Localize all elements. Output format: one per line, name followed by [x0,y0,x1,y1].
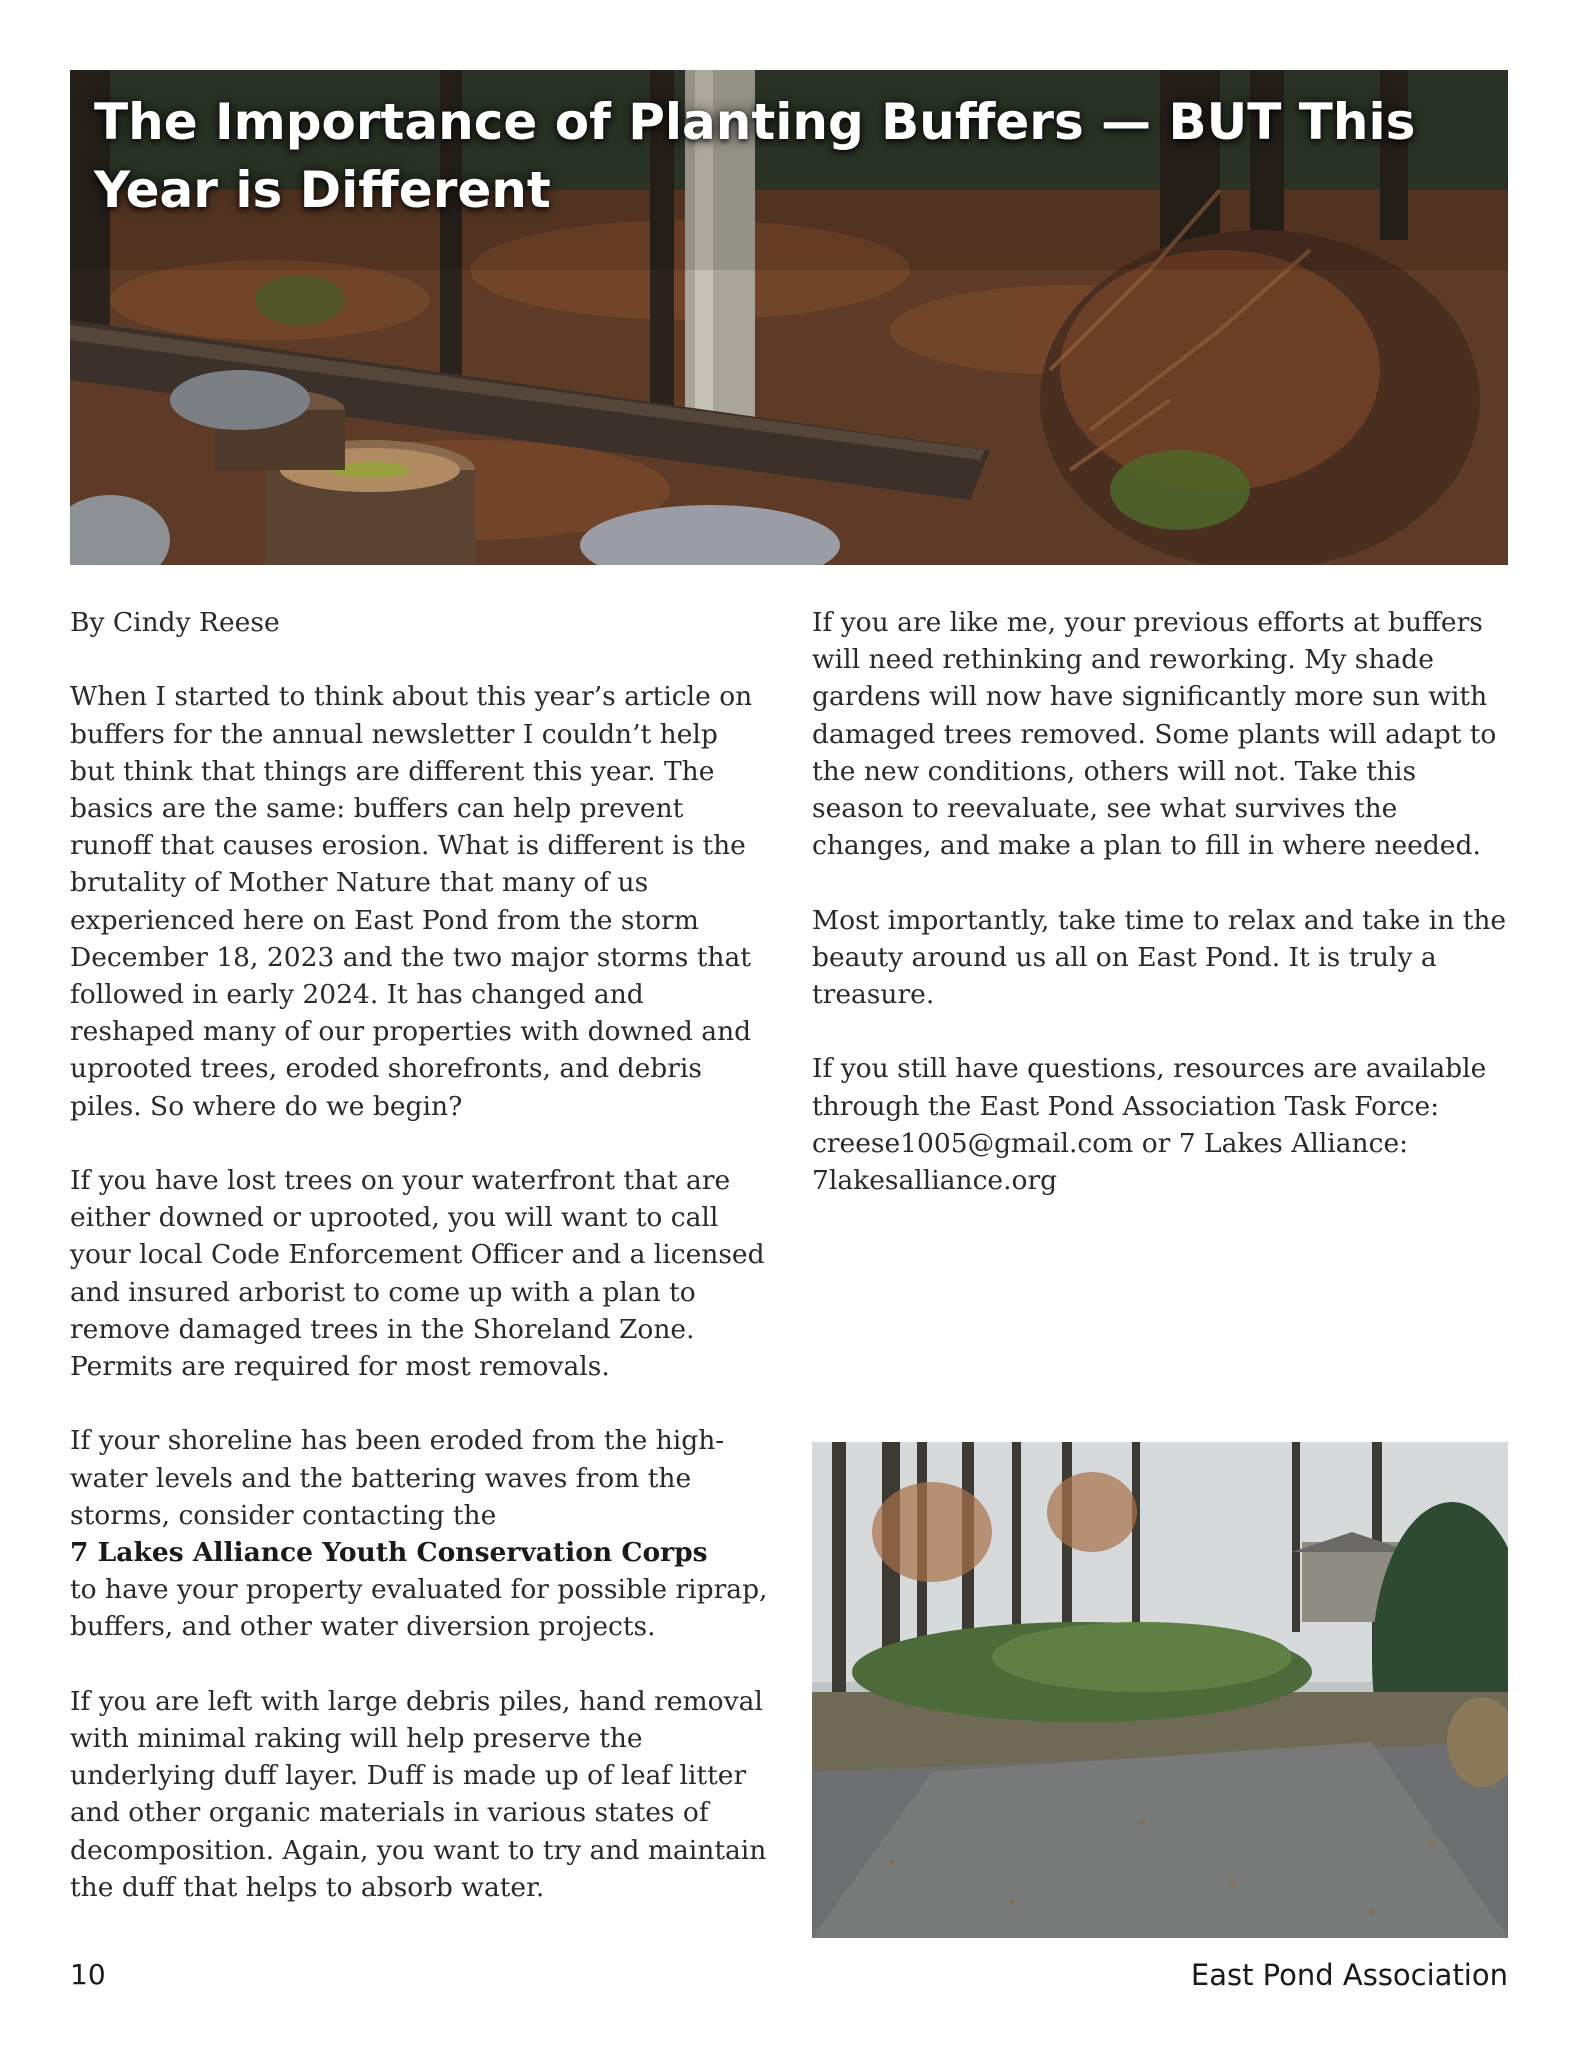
publication-name: East Pond Association [1190,1958,1508,1992]
article-column-right [812,604,1512,1236]
byline: By Cindy Reese [70,607,280,638]
article-title: The Importance of Planting Buffers — BUT This Year is Different [94,93,1416,219]
paragraph: If you have lost trees on your waterfront that are either downed or uprooted, you will want to call your local Code Enforcement Officer and a licensed and insured arborist to come up with a plan to remove damaged trees in the Shoreland Zone. Permits are required for most removals. [70,1165,765,1383]
hero-photo-storm-damaged-forest [70,70,1508,565]
photo-downed-tree-on-road [812,1442,1508,1938]
paragraph: If you still have questions, resources are available through the East Pond Association Task Force: creese1005@gmail.com or 7 Lakes Alliance: 7lakesalliance.org [812,1053,1487,1197]
organization-name: 7 Lakes Alliance Youth Conservation Corps [70,1537,708,1569]
paragraph: If you are like me, your previous efforts at buffers will need rethinking and reworking. My shade gardens will now have significantly more sun with damaged trees removed. Some plants will adapt to the new conditions, others will not. Take this season to reevaluate, see what survives the changes, and make a plan to fill in where needed. [812,607,1497,862]
road-photo-illustration [812,1442,1508,1938]
paragraph-text: If your shoreline has been eroded from the high-water levels and the battering waves from the storms, consider contacting the [70,1425,725,1531]
paragraph-text: to have your property evaluated for possible riprap, buffers, and other water diversion projects. [70,1574,768,1643]
paragraph [70,1422,770,1645]
article-column-left [70,604,770,1906]
paragraph: When I started to think about this year’s article on buffers for the annual newsletter I couldn’t help but think that things are different this year. The basics are the same: buffers can help prevent runoff that causes erosion. What is different is the brutality of Mother Nature that many of us experienced here on East Pond from the storm December 18, 2023 and the two major storms that followed in early 2024. It has changed and reshaped many of our properties with downed and uprooted trees, eroded shorefronts, and debris piles. So where do we begin? [70,681,753,1122]
paragraph: If you are left with large debris piles, hand removal with minimal raking will help preserve the underlying duff layer. Duff is made up of leaf litter and other organic materials in various states of decomposition. Again, you want to try and maintain the duff that helps to absorb water. [70,1685,767,1903]
page-number: 10 [70,1958,106,1991]
paragraph: Most importantly, take time to relax and take in the beauty around us all on East Pond. It is truly a treasure. [812,904,1507,1011]
